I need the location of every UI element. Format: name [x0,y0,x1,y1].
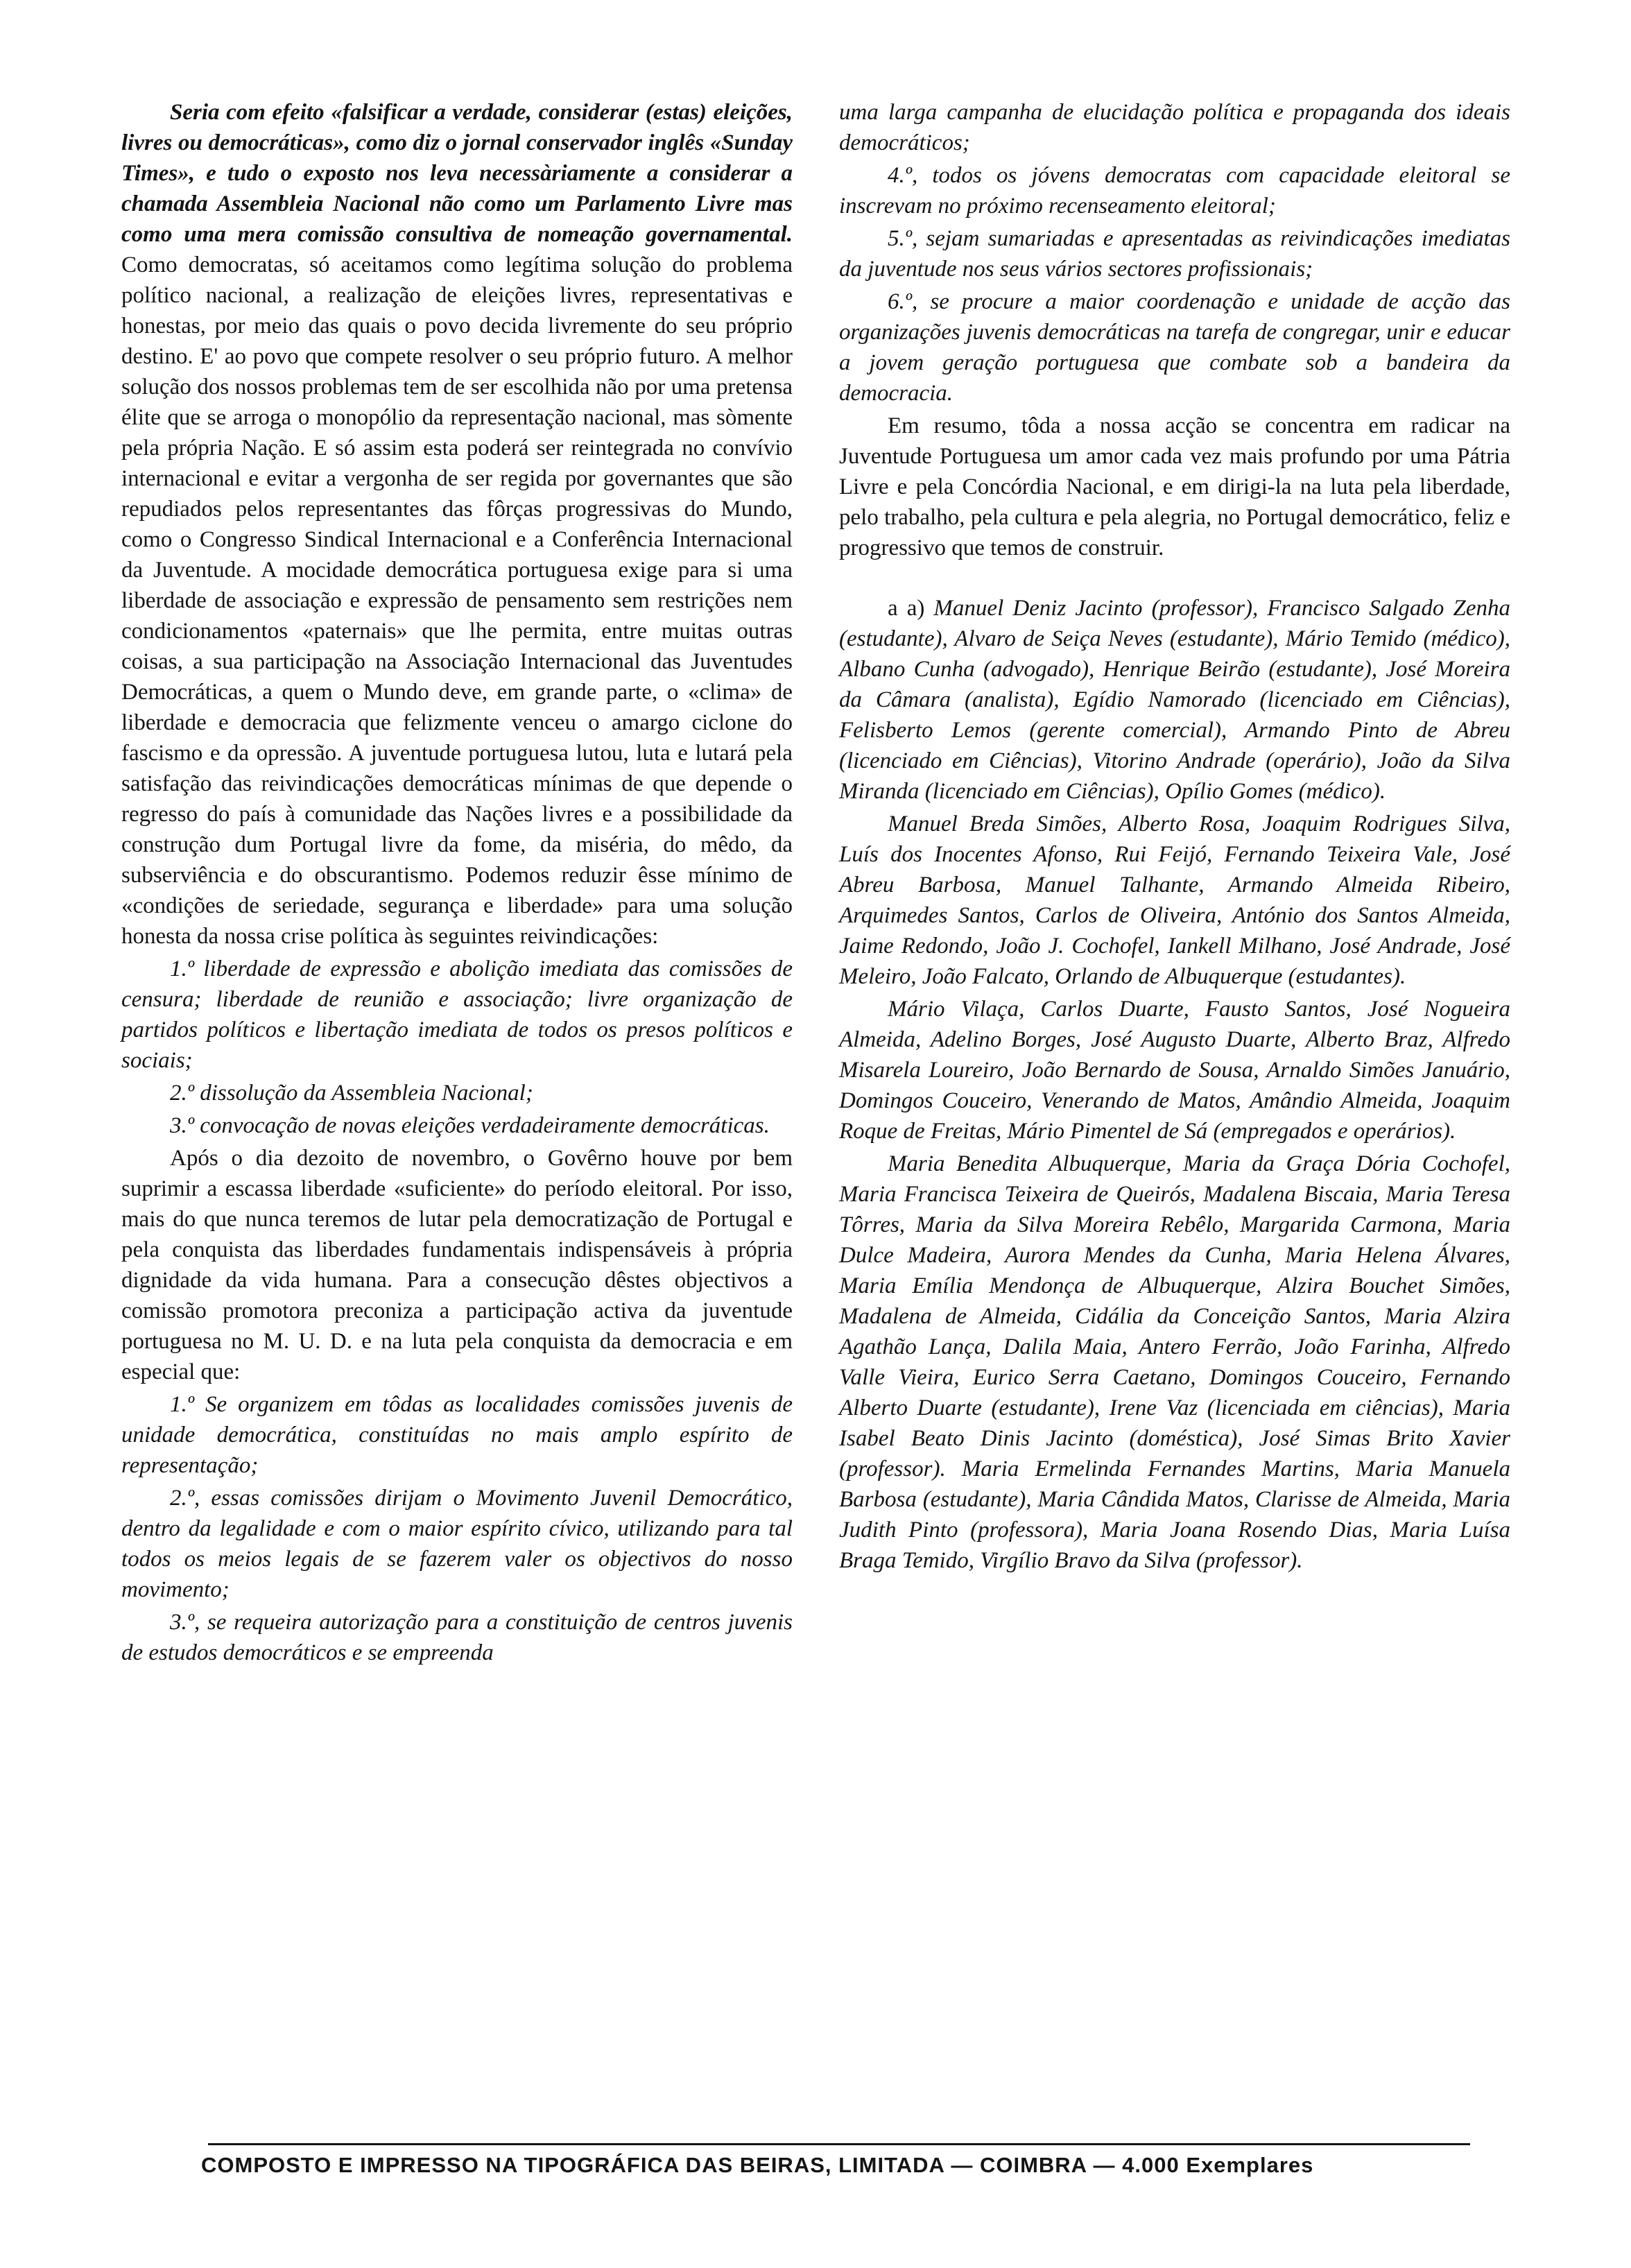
signatures-group-2: Manuel Breda Simões, Alberto Rosa, Joaquim Rodrigues Silva, Luís dos Inocentes Afonso, Rui Feijó, Fernando Teixeira Vale, José Abreu Barbosa, Manuel Talhante, Armando Almeida Ribeiro, Arquimedes Santos, Carlos de Oliveira, António dos Santos Almeida, Jaime Redondo, João J. Cochofel, Iankell Milhano, José Andrade, José Meleiro, João Falcato, Orlando de Albuquerque (estudantes). [839,811,1510,989]
signatures-professionals: Manuel Deniz Jacinto (professor), Francisco Salgado Zenha (estudante), Alvaro de Seiça Neves (estudante), Mário Temido (médico), Albano Cunha (advogado), Henrique Beirão (estudante), José Moreira da Câmara (analista), Egídio Namorado (licenciado em Ciências), Felisberto Lemos (gerente comercial), Armando Pinto de Abreu (licenciado em Ciências), Vitorino Andrade (operário), João da Silva Miranda (licenciado em Ciências), Opílio Gomes (médico). [839,596,1510,804]
proposal-item-5: 5.º, sejam sumariadas e apresentadas as reivindicações imediatas da juventude nos seus vários sectores profissionais; [839,226,1510,282]
left-column [121,97,793,1670]
printer-footer: COMPOSTO E IMPRESSO NA TIPOGRÁFICA DAS BEIRAS, LIMITADA — COIMBRA — 4.000 Exemplares [201,2153,1314,2177]
intro-paragraph [121,97,793,952]
section-gap [839,565,1510,593]
footer-rule [208,2143,1470,2145]
intro-regular-text: Como democratas, só aceitamos como legítima solução do problema político nacional, a realização de eleições livres, representativas e honestas, por meio das quais o povo decida livremente do seu próprio destino. E' ao povo que compete resolver o seu próprio futuro. A melhor solução dos nossos problemas tem de ser escolhida não por uma pretensa élite que se arroga o monopólio da representação nacional, mas sòmente pela própria Nação. E só assim esta poderá ser reintegrada no convívio internacional e evitar a vergonha de ser regida por governantes que são repudiados pelos representantes das fôrças progressivas do Mundo, como o Congresso Sindical Internacional e a Conferência Internacional da Juventude. A mocidade democrática portuguesa exige para si uma liberdade de associação e expressão de pensamento sem restrições nem condicionamentos «paternais» que lhe permita, entre muitas outras coisas, a sua participação na Associação Internacional das Juventudes Democráticas, a quem o Mundo deve, em grande parte, o «clima» de liberdade e democracia que felizmente venceu o amargo ciclone do fascismo e da opressão. A juventude portuguesa lutou, luta e lutará pela satisfação das reivindicações democráticas mínimas de que depende o regresso do país à comunidade das Nações livres e a possibilidade da construção dum Portugal livre da fome, da miséria, do mêdo, da subserviência e do obscurantismo. Podemos reduzir êsse mínimo de «condições de seriedade, segurança e liberdade» para uma solução honesta da nossa crise política às seguintes reivindicações: [121,252,793,949]
signature-prefix: a a) [888,596,925,621]
demand-item-3: 3.º convocação de novas eleições verdadeiramente democráticas. [170,1113,770,1138]
proposal-continuation: uma larga campanha de elucidação política e propaganda dos ideais democráticos; [839,100,1510,155]
proposal-item-2: 2.º, essas comissões dirijam o Movimento Juvenil Democrático, dentro da legalidade e com o maior espírito cívico, utilizando para tal todos os meios legais de se fazerem valer os objectivos do nosso movimento; [121,1486,793,1602]
right-column [839,97,1510,1578]
summary-paragraph: Em resumo, tôda a nossa acção se concentra em radicar na Juventude Portuguesa um amor cada vez mais profundo por uma Pátria Livre e pela Concórdia Nacional, e em dirigi-la na luta pela liberdade, pelo trabalho, pela cultura e pela alegria, no Portugal democrático, feliz e progressivo que temos de construir. [839,413,1510,560]
signatures-group-1 [839,593,1510,807]
signatures-group-4: Maria Benedita Albuquerque, Maria da Graça Dória Cochofel, Maria Francisca Teixeira de Queirós, Madalena Biscaia, Maria Teresa Tôrres, Maria da Silva Moreira Rebêlo, Margarida Carmona, Maria Dulce Madeira, Aurora Mendes da Cunha, Maria Helena Álvares, Maria Emília Mendonça de Albuquerque, Alzira Bouchet Simões, Madalena de Almeida, Cidália da Conceição Santos, Maria Alzira Agathão Lança, Dalila Maia, Antero Ferrão, João Farinha, Alfredo Valle Vieira, Eurico Serra Caetano, Domingos Couceiro, Fernando Alberto Duarte (estudante), Irene Vaz (licenciada em ciências), Maria Isabel Beato Dinis Jacinto (doméstica), José Simas Brito Xavier (professor). Maria Ermelinda Fernandes Martins, Maria Manuela Barbosa (estudante), Maria Cândida Matos, Clarisse de Almeida, Maria Judith Pinto (professora), Maria Joana Rosendo Dias, Maria Luísa Braga Temido, Virgílio Bravo da Silva (professor). [839,1151,1510,1573]
proposal-item-1: 1.º Se organizem em tôdas as localidades comissões juvenis de unidade democrática, constituídas no mais amplo espírito de representação; [121,1392,793,1478]
after-election-paragraph: Após o dia dezoito de novembro, o Govêrno houve por bem suprimir a escassa liberdade «suficiente» do período eleitoral. Por isso, mais do que nunca teremos de lutar pela democratização de Portugal e pela conquista das liberdades fundamentais indispensáveis à própria dignidade da vida humana. Para a consecução dêstes objectivos a comissão promotora preconiza a participação activa da juventude portuguesa no M. U. D. e na luta pela conquista da democracia e em especial que: [121,1146,793,1384]
demand-item-2: 2.º dissolução da Assembleia Nacional; [170,1081,533,1106]
proposal-item-6: 6.º, se procure a maior coordenação e unidade de acção das organizações juvenis democráticas na tarefa de congregar, unir e educar a jovem geração portuguesa que combate sob a bandeira da democracia. [839,289,1510,406]
proposal-item-3: 3.º, se requeira autorização para a constituição de centros juvenis de estudos democráticos e se empreenda [121,1610,793,1665]
intro-italic-text: Seria com efeito «falsificar a verdade, considerar (estas) eleições, livres ou democráticas», como diz o jornal conservador inglês «Sunday Times», e tudo o exposto nos leva necessàriamente a considerar a chamada Assembleia Nacional não como um Parlamento Livre mas como uma mera comissão consultiva de nomeação governamental. [121,100,793,247]
proposal-item-4: 4.º, todos os jóvens democratas com capacidade eleitoral se inscrevam no próximo recenseamento eleitoral; [839,163,1510,218]
demand-item-1: 1.º liberdade de expressão e abolição imediata das comissões de censura; liberdade de reunião e associação; livre organização de partidos políticos e libertação imediata de todos os presos políticos e sociais; [121,956,793,1073]
signatures-group-3: Mário Vilaça, Carlos Duarte, Fausto Santos, José Nogueira Almeida, Adelino Borges, José Augusto Duarte, Alberto Braz, Alfredo Misarela Loureiro, João Bernardo de Sousa, Arnaldo Simões Januário, Domingos Couceiro, Venerando de Matos, Amândio Almeida, Joaquim Roque de Freitas, Mário Pimentel de Sá (empregados e operários). [839,997,1510,1144]
